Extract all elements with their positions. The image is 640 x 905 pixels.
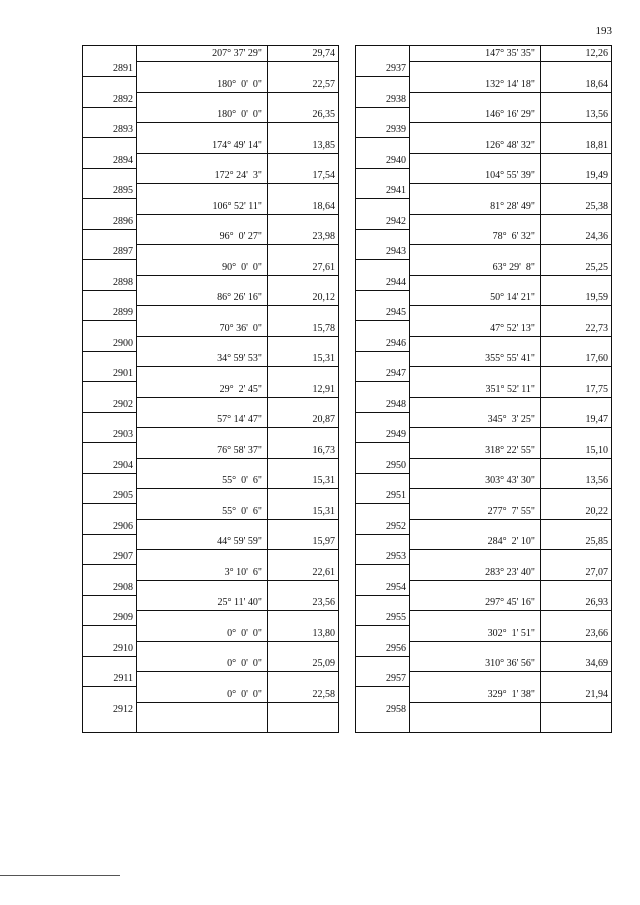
distance-cell: 18,81 — [585, 139, 608, 151]
station-cell: 2907 — [113, 551, 133, 562]
row-rule — [136, 214, 338, 215]
row-rule — [409, 275, 611, 276]
distance-cell: 23,56 — [312, 597, 335, 608]
station-cell: 2901 — [113, 368, 133, 379]
station-cell: 2908 — [113, 581, 133, 593]
angle-cell: 3° 10' 6" — [224, 566, 262, 578]
station-cell: 2938 — [386, 93, 406, 105]
row-rule — [83, 320, 136, 321]
row-rule — [83, 137, 136, 138]
row-rule — [409, 702, 611, 703]
station-cell: 2893 — [113, 124, 133, 135]
row-rule — [136, 92, 338, 93]
row-rule — [136, 519, 338, 520]
station-cell: 2941 — [386, 185, 406, 196]
station-cell: 2906 — [113, 520, 133, 532]
row-rule — [83, 381, 136, 382]
angle-cell: 96° 0' 27" — [219, 231, 262, 242]
distance-cell: 22,57 — [312, 78, 335, 90]
station-cell: 2940 — [386, 154, 406, 166]
distance-cell: 15,78 — [312, 322, 335, 334]
row-rule — [409, 671, 611, 672]
angle-cell: 90° 0' 0" — [222, 261, 262, 273]
row-rule — [356, 137, 409, 138]
station-cell: 2943 — [386, 246, 406, 257]
station-cell: 2953 — [386, 551, 406, 562]
angle-cell: 55° 0' 6" — [222, 505, 262, 517]
row-rule — [136, 702, 338, 703]
station-cell: 2900 — [113, 337, 133, 349]
row-rule — [356, 534, 409, 535]
angle-cell: 147° 35' 35" — [485, 48, 535, 59]
distance-cell: 16,73 — [312, 444, 335, 456]
row-rule — [356, 320, 409, 321]
row-rule — [356, 503, 409, 504]
row-rule — [356, 290, 409, 291]
row-rule — [83, 290, 136, 291]
angle-cell: 104° 55' 39" — [485, 170, 535, 181]
row-rule — [409, 61, 611, 62]
row-rule — [83, 259, 136, 260]
angle-cell: 146° 16' 29" — [485, 109, 535, 120]
angle-cell: 284° 2' 10" — [487, 536, 535, 547]
row-rule — [409, 305, 611, 306]
distance-cell: 13,56 — [585, 109, 608, 120]
row-rule — [136, 305, 338, 306]
angle-cell: 302° 1' 51" — [487, 627, 535, 639]
distance-cell: 22,73 — [585, 322, 608, 334]
angle-cell: 126° 48' 32" — [485, 139, 535, 151]
row-rule — [409, 336, 611, 337]
row-rule — [83, 595, 136, 596]
row-rule — [409, 519, 611, 520]
distance-cell: 20,87 — [312, 414, 335, 425]
row-rule — [136, 336, 338, 337]
station-cell: 2899 — [113, 307, 133, 318]
distance-cell: 12,26 — [585, 48, 608, 59]
angle-cell: 63° 29' 8" — [492, 261, 535, 273]
station-cell: 2904 — [113, 459, 133, 471]
angle-cell: 50° 14' 21" — [490, 292, 535, 303]
distance-cell: 15,10 — [585, 444, 608, 456]
row-rule — [83, 412, 136, 413]
row-rule — [356, 168, 409, 169]
station-cell: 2910 — [113, 642, 133, 654]
distance-cell: 18,64 — [585, 78, 608, 90]
distance-cell: 20,22 — [585, 505, 608, 517]
row-rule — [136, 549, 338, 550]
distance-cell: 25,85 — [585, 536, 608, 547]
angle-cell: 81° 28' 49" — [490, 200, 535, 212]
row-rule — [136, 366, 338, 367]
distance-cell: 22,58 — [312, 688, 335, 700]
angle-cell: 277° 7' 55" — [487, 505, 535, 517]
station-cell: 2895 — [113, 185, 133, 196]
distance-cell: 17,75 — [585, 383, 608, 395]
traverse-table-left — [82, 45, 339, 733]
angle-cell: 318° 22' 55" — [485, 444, 535, 456]
station-cell: 2891 — [113, 63, 133, 74]
row-rule — [83, 656, 136, 657]
station-cell: 2937 — [386, 63, 406, 74]
angle-cell: 70° 36' 0" — [219, 322, 262, 334]
row-rule — [83, 168, 136, 169]
station-cell: 2956 — [386, 642, 406, 654]
station-cell: 2894 — [113, 154, 133, 166]
angle-cell: 86° 26' 16" — [217, 292, 262, 303]
row-rule — [409, 610, 611, 611]
station-cell: 2950 — [386, 459, 406, 471]
distance-cell: 23,66 — [585, 627, 608, 639]
distance-cell: 13,85 — [312, 139, 335, 151]
station-cell: 2958 — [386, 703, 406, 715]
distance-cell: 18,64 — [312, 200, 335, 212]
distance-cell: 13,80 — [312, 627, 335, 639]
row-rule — [136, 458, 338, 459]
station-cell: 2911 — [113, 673, 133, 684]
page-number: 193 — [595, 25, 612, 37]
distance-cell: 12,91 — [312, 383, 335, 395]
row-rule — [409, 397, 611, 398]
row-rule — [356, 656, 409, 657]
row-rule — [356, 686, 409, 687]
station-cell: 2942 — [386, 215, 406, 227]
row-rule — [409, 122, 611, 123]
angle-cell: 76° 58' 37" — [217, 444, 262, 456]
row-rule — [83, 473, 136, 474]
distance-cell: 22,61 — [312, 566, 335, 578]
distance-cell: 20,12 — [312, 292, 335, 303]
distance-cell: 15,97 — [312, 536, 335, 547]
station-cell: 2896 — [113, 215, 133, 227]
row-rule — [136, 580, 338, 581]
row-rule — [409, 488, 611, 489]
row-rule — [136, 488, 338, 489]
row-rule — [409, 580, 611, 581]
distance-cell: 26,35 — [312, 109, 335, 120]
angle-cell: 303° 43' 30" — [485, 475, 535, 486]
distance-cell: 24,36 — [585, 231, 608, 242]
row-rule — [83, 564, 136, 565]
row-rule — [136, 397, 338, 398]
distance-cell: 19,47 — [585, 414, 608, 425]
distance-cell: 13,56 — [585, 475, 608, 486]
row-rule — [136, 641, 338, 642]
angle-cell: 297° 45' 16" — [485, 597, 535, 608]
row-rule — [83, 686, 136, 687]
angle-cell: 0° 0' 0" — [227, 658, 262, 669]
distance-cell: 19,49 — [585, 170, 608, 181]
row-rule — [83, 534, 136, 535]
row-rule — [136, 61, 338, 62]
angle-cell: 106° 52' 11" — [212, 200, 262, 212]
row-rule — [136, 183, 338, 184]
distance-cell: 34,69 — [585, 658, 608, 669]
row-rule — [356, 107, 409, 108]
station-cell: 2945 — [386, 307, 406, 318]
row-rule — [83, 442, 136, 443]
row-rule — [356, 412, 409, 413]
traverse-table-right — [355, 45, 612, 733]
row-rule — [356, 76, 409, 77]
row-rule — [409, 427, 611, 428]
row-rule — [136, 671, 338, 672]
station-cell: 2898 — [113, 276, 133, 288]
angle-cell: 351° 52' 11" — [485, 383, 535, 395]
row-rule — [136, 153, 338, 154]
distance-cell: 23,98 — [312, 231, 335, 242]
angle-cell: 345° 3' 25" — [487, 414, 535, 425]
row-rule — [356, 259, 409, 260]
row-rule — [409, 641, 611, 642]
distance-cell: 17,54 — [312, 170, 335, 181]
station-cell: 2902 — [113, 398, 133, 410]
distance-cell: 19,59 — [585, 292, 608, 303]
station-cell: 2952 — [386, 520, 406, 532]
station-cell: 2951 — [386, 490, 406, 501]
row-rule — [83, 625, 136, 626]
angle-cell: 180° 0' 0" — [217, 78, 262, 90]
station-cell: 2954 — [386, 581, 406, 593]
distance-cell: 15,31 — [312, 505, 335, 517]
row-rule — [136, 610, 338, 611]
station-cell: 2948 — [386, 398, 406, 410]
angle-cell: 172° 24' 3" — [214, 170, 262, 181]
station-cell: 2892 — [113, 93, 133, 105]
station-cell: 2905 — [113, 490, 133, 501]
row-rule — [136, 122, 338, 123]
distance-cell: 27,07 — [585, 566, 608, 578]
station-cell: 2897 — [113, 246, 133, 257]
row-rule — [409, 549, 611, 550]
station-cell: 2912 — [113, 703, 133, 715]
angle-cell: 78° 6' 32" — [492, 231, 535, 242]
distance-cell: 25,38 — [585, 200, 608, 212]
row-rule — [136, 244, 338, 245]
row-rule — [356, 351, 409, 352]
row-rule — [136, 275, 338, 276]
angle-cell: 44° 59' 59" — [217, 536, 262, 547]
angle-cell: 207° 37' 29" — [212, 48, 262, 59]
row-rule — [83, 503, 136, 504]
station-cell: 2944 — [386, 276, 406, 288]
angle-cell: 355° 55' 41" — [485, 353, 535, 364]
station-cell: 2939 — [386, 124, 406, 135]
angle-cell: 329° 1' 38" — [487, 688, 535, 700]
angle-cell: 55° 0' 6" — [222, 475, 262, 486]
row-rule — [409, 214, 611, 215]
distance-cell: 25,25 — [585, 261, 608, 273]
row-rule — [409, 92, 611, 93]
distance-cell: 25,09 — [312, 658, 335, 669]
angle-cell: 132° 14' 18" — [485, 78, 535, 90]
angle-cell: 25° 11' 40" — [217, 597, 262, 608]
station-cell: 2957 — [386, 673, 406, 684]
station-cell: 2909 — [113, 612, 133, 623]
row-rule — [83, 351, 136, 352]
row-rule — [356, 198, 409, 199]
angle-cell: 29° 2' 45" — [219, 383, 262, 395]
angle-cell: 174° 49' 14" — [212, 139, 262, 151]
station-cell: 2955 — [386, 612, 406, 623]
row-rule — [409, 244, 611, 245]
row-rule — [356, 625, 409, 626]
row-rule — [356, 442, 409, 443]
row-rule — [83, 229, 136, 230]
angle-cell: 47° 52' 13" — [490, 322, 535, 334]
row-rule — [409, 183, 611, 184]
row-rule — [83, 76, 136, 77]
distance-cell: 15,31 — [312, 353, 335, 364]
angle-cell: 57° 14' 47" — [217, 414, 262, 425]
row-rule — [409, 153, 611, 154]
footnote-rule — [0, 875, 120, 876]
distance-cell: 27,61 — [312, 261, 335, 273]
angle-cell: 180° 0' 0" — [217, 109, 262, 120]
distance-cell: 17,60 — [585, 353, 608, 364]
row-rule — [136, 427, 338, 428]
distance-cell: 21,94 — [585, 688, 608, 700]
distance-cell: 26,93 — [585, 597, 608, 608]
row-rule — [83, 107, 136, 108]
distance-cell: 29,74 — [312, 48, 335, 59]
row-rule — [356, 381, 409, 382]
row-rule — [356, 229, 409, 230]
station-cell: 2946 — [386, 337, 406, 349]
row-rule — [356, 473, 409, 474]
station-cell: 2903 — [113, 429, 133, 440]
row-rule — [356, 564, 409, 565]
row-rule — [83, 198, 136, 199]
angle-cell: 0° 0' 0" — [227, 627, 262, 639]
row-rule — [409, 366, 611, 367]
station-cell: 2947 — [386, 368, 406, 379]
angle-cell: 34° 59' 53" — [217, 353, 262, 364]
angle-cell: 283° 23' 40" — [485, 566, 535, 578]
station-cell: 2949 — [386, 429, 406, 440]
distance-cell: 15,31 — [312, 475, 335, 486]
row-rule — [356, 595, 409, 596]
angle-cell: 0° 0' 0" — [227, 688, 262, 700]
row-rule — [409, 458, 611, 459]
angle-cell: 310° 36' 56" — [485, 658, 535, 669]
